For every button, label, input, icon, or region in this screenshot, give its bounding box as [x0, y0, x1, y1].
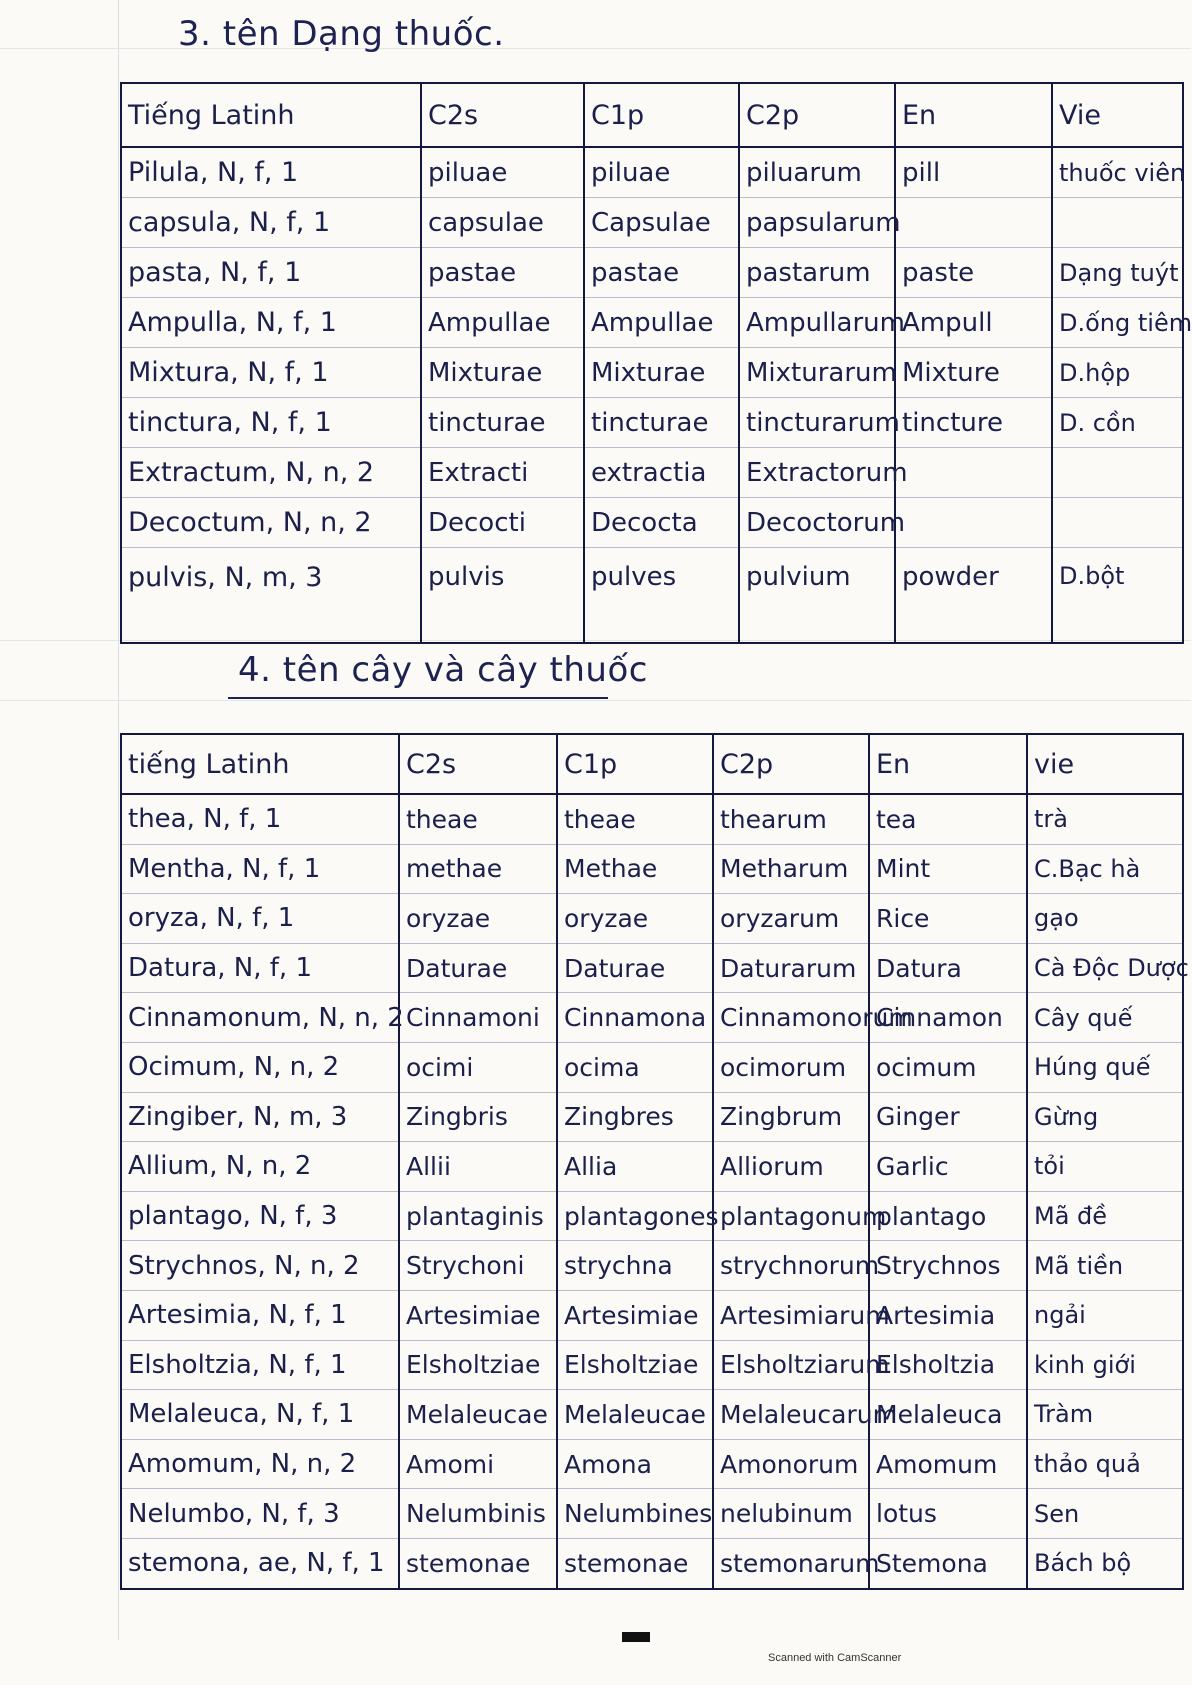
- table-row: [121, 1142, 1183, 1192]
- dosage-forms-table: [120, 82, 1192, 644]
- table-row: [121, 1042, 1183, 1092]
- table-cell: Extracti: [421, 448, 584, 498]
- table-cell: Zingbres: [557, 1092, 713, 1142]
- column-header: C1p: [584, 83, 739, 147]
- column-header: C2s: [399, 734, 557, 794]
- table-cell: Decocta: [584, 498, 739, 548]
- column-header: C2s: [421, 83, 584, 147]
- table-cell: Strychnos, N, n, 2: [121, 1241, 399, 1291]
- table-cell: stemonae: [399, 1538, 557, 1588]
- table-cell: Daturae: [399, 943, 557, 993]
- table-cell: Garlic: [869, 1142, 1027, 1192]
- table-cell: Mixtura, N, f, 1: [121, 348, 421, 398]
- table-header-row: [121, 734, 1183, 794]
- table-cell: Mint: [869, 844, 1027, 894]
- table-cell: Rice: [869, 894, 1027, 944]
- table-cell: pulvium: [739, 548, 895, 644]
- table-cell: Cinnamona: [557, 993, 713, 1043]
- table-cell: Cinnamon: [869, 993, 1027, 1043]
- table-cell: pastae: [584, 248, 739, 298]
- table-cell: Daturarum: [713, 943, 869, 993]
- table-cell: Zingbrum: [713, 1092, 869, 1142]
- table-cell: capsula, N, f, 1: [121, 198, 421, 248]
- table-cell: pill: [895, 147, 1052, 198]
- table-cell: ocima: [557, 1042, 713, 1092]
- table-cell: Mã tiền: [1027, 1241, 1183, 1291]
- table-row: [121, 298, 1183, 348]
- table-cell: Húng quế: [1027, 1042, 1183, 1092]
- table-cell: Ampullae: [584, 298, 739, 348]
- table-cell: ngải: [1027, 1290, 1183, 1340]
- table-cell: piluae: [421, 147, 584, 198]
- column-header: tiếng Latinh: [121, 734, 399, 794]
- column-header: C2p: [713, 734, 869, 794]
- table-cell: strychna: [557, 1241, 713, 1291]
- table-cell: lotus: [869, 1489, 1027, 1539]
- table-cell: stemonae: [557, 1538, 713, 1588]
- table-cell: Cây quế: [1027, 993, 1183, 1043]
- table-row: [121, 1538, 1183, 1588]
- table-cell: Melaleucae: [399, 1390, 557, 1440]
- table-cell: Alliorum: [713, 1142, 869, 1192]
- table-cell: thuốc viên: [1052, 147, 1183, 198]
- table-cell: ocimorum: [713, 1042, 869, 1092]
- table-cell: oryzae: [557, 894, 713, 944]
- column-header: Vie: [1052, 83, 1183, 147]
- table-cell: Capsulae: [584, 198, 739, 248]
- table-header-row: [121, 83, 1183, 147]
- table-cell: Ampullarum: [739, 298, 895, 348]
- table-cell: D.ống tiêm: [1052, 298, 1183, 348]
- table-cell: tincturae: [584, 398, 739, 448]
- table-cell: C.Bạc hà: [1027, 844, 1183, 894]
- column-header: vie: [1027, 734, 1183, 794]
- table-row: [121, 1340, 1183, 1390]
- table-cell: Ampullae: [421, 298, 584, 348]
- table-row: [121, 894, 1183, 944]
- table-row: [121, 548, 1183, 644]
- table-cell: Strychnos: [869, 1241, 1027, 1291]
- section-heading: 4. tên cây và cây thuốc: [238, 650, 648, 690]
- table-cell: tinctura, N, f, 1: [121, 398, 421, 448]
- table-cell: methae: [399, 844, 557, 894]
- table-cell: thea, N, f, 1: [121, 794, 399, 844]
- table-row: [121, 993, 1183, 1043]
- table-row: [121, 1439, 1183, 1489]
- table-row: [121, 248, 1183, 298]
- table-cell: piluae: [584, 147, 739, 198]
- table-cell: Amomum, N, n, 2: [121, 1439, 399, 1489]
- table-cell: trà: [1027, 794, 1183, 844]
- table-cell: tincturarum: [739, 398, 895, 448]
- table-cell: tea: [869, 794, 1027, 844]
- table-cell: oryzae: [399, 894, 557, 944]
- table-cell: Mixturae: [584, 348, 739, 398]
- table-cell: Nelumbo, N, f, 3: [121, 1489, 399, 1539]
- table-cell: Melaleuca: [869, 1390, 1027, 1440]
- table-cell: pulves: [584, 548, 739, 644]
- table-cell: strychnorum: [713, 1241, 869, 1291]
- table-cell: [895, 448, 1052, 498]
- table-cell: pulvis, N, m, 3: [121, 548, 421, 644]
- table-cell: Datura, N, f, 1: [121, 943, 399, 993]
- table-row: [121, 1092, 1183, 1142]
- table-cell: Cà Độc Dược: [1027, 943, 1183, 993]
- column-header: En: [869, 734, 1027, 794]
- table-row: [121, 198, 1183, 248]
- table-row: [121, 794, 1183, 844]
- section-heading: 3. tên Dạng thuốc.: [178, 14, 505, 54]
- table-cell: thảo quả: [1027, 1439, 1183, 1489]
- table-cell: Strychoni: [399, 1241, 557, 1291]
- table-row: [121, 1241, 1183, 1291]
- table-cell: D.hộp: [1052, 348, 1183, 398]
- table-cell: theae: [557, 794, 713, 844]
- table-cell: Allia: [557, 1142, 713, 1192]
- table-cell: pulvis: [421, 548, 584, 644]
- table-cell: Dạng tuýt: [1052, 248, 1183, 298]
- table-cell: [895, 498, 1052, 548]
- table-row: [121, 1191, 1183, 1241]
- table-cell: Mentha, N, f, 1: [121, 844, 399, 894]
- table-cell: paste: [895, 248, 1052, 298]
- table-row: [121, 1489, 1183, 1539]
- table-cell: Bách bộ: [1027, 1538, 1183, 1588]
- table-cell: Mixture: [895, 348, 1052, 398]
- table-cell: ocimi: [399, 1042, 557, 1092]
- table-cell: oryzarum: [713, 894, 869, 944]
- table-cell: Elsholtzia, N, f, 1: [121, 1340, 399, 1390]
- table-row: [121, 348, 1183, 398]
- table-cell: D. cồn: [1052, 398, 1183, 448]
- table-cell: plantagones: [557, 1191, 713, 1241]
- table-cell: Decoctum, N, n, 2: [121, 498, 421, 548]
- table-cell: Ampulla, N, f, 1: [121, 298, 421, 348]
- scanner-mark: [622, 1632, 650, 1642]
- table-cell: Zingbris: [399, 1092, 557, 1142]
- table-cell: Amomi: [399, 1439, 557, 1489]
- table-cell: oryza, N, f, 1: [121, 894, 399, 944]
- table-cell: capsulae: [421, 198, 584, 248]
- table-cell: papsularum: [739, 198, 895, 248]
- table-cell: Nelumbinis: [399, 1489, 557, 1539]
- table-cell: Cinnamonorum: [713, 993, 869, 1043]
- table-cell: Allii: [399, 1142, 557, 1192]
- table-cell: Elsholtziarum: [713, 1340, 869, 1390]
- table-cell: theae: [399, 794, 557, 844]
- table-cell: Elsholtziae: [399, 1340, 557, 1390]
- table-cell: [1052, 198, 1183, 248]
- table-cell: Amonorum: [713, 1439, 869, 1489]
- table-cell: Artesimia, N, f, 1: [121, 1290, 399, 1340]
- table-cell: Allium, N, n, 2: [121, 1142, 399, 1192]
- table-cell: Mixturae: [421, 348, 584, 398]
- table-cell: Artesimiarum: [713, 1290, 869, 1340]
- table-cell: thearum: [713, 794, 869, 844]
- table-cell: Cinnamonum, N, n, 2: [121, 993, 399, 1043]
- table-cell: Decocti: [421, 498, 584, 548]
- table-cell: Melaleucarum: [713, 1390, 869, 1440]
- table-cell: plantago: [869, 1191, 1027, 1241]
- table-cell: Amona: [557, 1439, 713, 1489]
- heading-underline: [228, 697, 608, 699]
- table-cell: ocimum: [869, 1042, 1027, 1092]
- table-row: [121, 943, 1183, 993]
- table-cell: Decoctorum: [739, 498, 895, 548]
- table-cell: tincture: [895, 398, 1052, 448]
- table-cell: Mixturarum: [739, 348, 895, 398]
- table-cell: Artesimiae: [557, 1290, 713, 1340]
- notebook-margin-line: [118, 0, 119, 1640]
- column-header: C2p: [739, 83, 895, 147]
- table-cell: D.bột: [1052, 548, 1183, 644]
- medicinal-plants-table: [120, 733, 1189, 1590]
- table-row: [121, 1390, 1183, 1440]
- table-row: [121, 844, 1183, 894]
- table-cell: Artesimia: [869, 1290, 1027, 1340]
- table-cell: plantagonum: [713, 1191, 869, 1241]
- table-row: [121, 147, 1183, 198]
- table-cell: stemonarum: [713, 1538, 869, 1588]
- table-cell: Sen: [1027, 1489, 1183, 1539]
- table-cell: [1052, 498, 1183, 548]
- table-cell: pastarum: [739, 248, 895, 298]
- table-cell: Ocimum, N, n, 2: [121, 1042, 399, 1092]
- table-cell: Stemona: [869, 1538, 1027, 1588]
- table-cell: Melaleuca, N, f, 1: [121, 1390, 399, 1440]
- table-cell: tincturae: [421, 398, 584, 448]
- table-cell: Metharum: [713, 844, 869, 894]
- table-cell: gạo: [1027, 894, 1183, 944]
- scanner-watermark: Scanned with CamScanner: [768, 1652, 902, 1664]
- table-cell: Elsholtziae: [557, 1340, 713, 1390]
- table-cell: Melaleucae: [557, 1390, 713, 1440]
- table-row: [121, 498, 1183, 548]
- table-cell: nelubinum: [713, 1489, 869, 1539]
- ruled-line: [0, 700, 1191, 701]
- column-header: Tiếng Latinh: [121, 83, 421, 147]
- table-cell: Daturae: [557, 943, 713, 993]
- table-cell: Methae: [557, 844, 713, 894]
- table-cell: Tràm: [1027, 1390, 1183, 1440]
- table-cell: stemona, ae, N, f, 1: [121, 1538, 399, 1588]
- table-cell: plantaginis: [399, 1191, 557, 1241]
- table-row: [121, 448, 1183, 498]
- table-cell: kinh giới: [1027, 1340, 1183, 1390]
- table-cell: plantago, N, f, 3: [121, 1191, 399, 1241]
- table-row: [121, 1290, 1183, 1340]
- table-cell: [895, 198, 1052, 248]
- table-cell: Mã đề: [1027, 1191, 1183, 1241]
- table-cell: Gừng: [1027, 1092, 1183, 1142]
- table-cell: powder: [895, 548, 1052, 644]
- column-header: En: [895, 83, 1052, 147]
- table-cell: Cinnamoni: [399, 993, 557, 1043]
- table-cell: pastae: [421, 248, 584, 298]
- table-cell: pasta, N, f, 1: [121, 248, 421, 298]
- table-cell: extractia: [584, 448, 739, 498]
- table-cell: Ampull: [895, 298, 1052, 348]
- table-cell: Zingiber, N, m, 3: [121, 1092, 399, 1142]
- table-cell: Datura: [869, 943, 1027, 993]
- table-cell: tỏi: [1027, 1142, 1183, 1192]
- table-cell: [1052, 448, 1183, 498]
- table-cell: Ginger: [869, 1092, 1027, 1142]
- table-cell: Pilula, N, f, 1: [121, 147, 421, 198]
- table-cell: Extractorum: [739, 448, 895, 498]
- table-cell: Artesimiae: [399, 1290, 557, 1340]
- table-cell: piluarum: [739, 147, 895, 198]
- table-row: [121, 398, 1183, 448]
- table-cell: Nelumbines: [557, 1489, 713, 1539]
- column-header: C1p: [557, 734, 713, 794]
- table-cell: Elsholtzia: [869, 1340, 1027, 1390]
- table-cell: Extractum, N, n, 2: [121, 448, 421, 498]
- table-cell: Amomum: [869, 1439, 1027, 1489]
